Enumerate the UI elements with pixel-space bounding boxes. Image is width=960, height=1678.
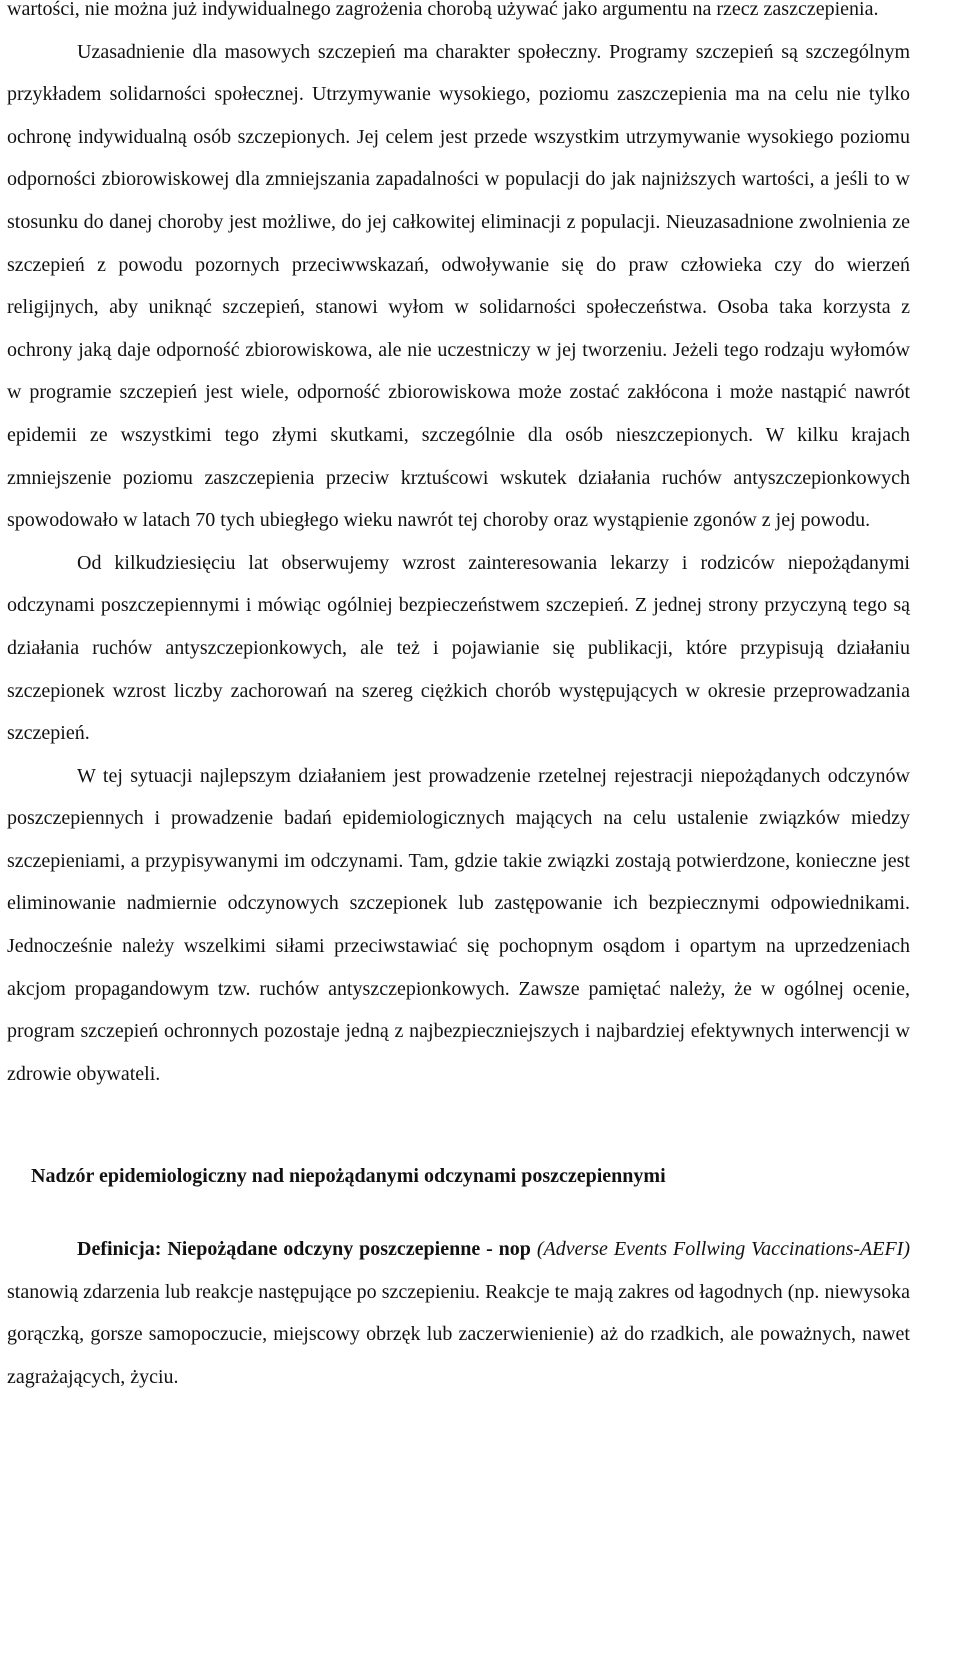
definition-lead: Definicja: Niepożądane odczyny poszczepienne - nop <box>77 1238 531 1261</box>
paragraph-growing-interest: Od kilkudziesięciu lat obserwujemy wzrost zainteresowania lekarzy i rodziców niepożądanymi odczynami poszczepiennymi i mówiąc ogólniej bezpieczeństwem szczepień. Z jednej strony przyczyną tego są działania ruchów antyszczepionkowych, ale też i pojawianie się publikacji, które przypisują działaniu szczepionek wzrost liczby zachorowań na szereg ciężkich chorób występujących w okresie przeprowadzania szczepień. <box>7 551 910 745</box>
paragraph-definition <box>7 1228 910 1398</box>
paragraph-social-justification: Uzasadnienie dla masowych szczepień ma charakter społeczny. Programy szczepień są szczególnym przykładem solidarności społecznej. Utrzymywanie wysokiego, poziomu zaszczepienia ma na celu nie tylko ochronę indywidualną osób szczepionych. Jej celem jest przede wszystkim utrzymywanie wysokiego poziomu odporności zbiorowiskowej dla zmniejszania zapadalności w populacji do jak najniższych wartości, a jeśli to w stosunku do danej choroby jest możliwe, do jej całkowitej eliminacji z populacji. Nieuzasadnione zwolnienia ze szczepień z powodu pozornych przeciwwskazań, odwoływanie się do praw człowieka czy do wierzeń religijnych, aby uniknąć szczepień, stanowi wyłom w solidarności społeczeństwa. Osoba taka korzysta z ochrony jaką daje odporność zbiorowiskowa, ale nie uczestniczy w jej tworzeniu. Jeżeli tego rodzaju wyłomów w programie szczepień jest wiele, odporność zbiorowiskowa może zostać zakłócona i może nastąpić nawrót epidemii ze wszystkimi tego złymi skutkami, szczególnie dla osób nieszczepionych. W kilku krajach zmniejszenie poziomu zaszczepienia przeciw krztuścowi wskutek działania ruchów antyszczepionkowych spowodowało w latach 70 tych ubiegłego wieku nawrót tej choroby oraz wystąpienie zgonów z jej powodu. <box>7 40 910 532</box>
section-heading: Nadzór epidemiologiczny nad niepożądanymi odczynami poszczepiennymi <box>31 1165 666 1188</box>
paragraph-situation: W tej sytuacji najlepszym działaniem jest prowadzenie rzetelnej rejestracji niepożądanych odczynów poszczepiennych i prowadzenie badań epidemiologicznych mających na celu ustalenie związków miedzy szczepieniami, a przypisywanymi im odczynami. Tam, gdzie takie związki zostają potwierdzone, konieczne jest eliminowanie nadmiernie odczynowych szczepionek lub zastępowanie ich bezpiecznymi odpowiednikami. Jednocześnie należy wszelkimi siłami przeciwstawiać się pochopnym osądom i opartym na uprzedzeniach akcjom propagandowym tzw. ruchów antyszczepionkowych. Zawsze pamiętać należy, że w ogólnej ocenie, program szczepień ochronnych pozostaje jedną z najbezpieczniejszych i najbardziej efektywnych interwencji w zdrowie obywateli. <box>7 764 910 1085</box>
definition-term: (Adverse Events Follwing Vaccinations-AEFI) <box>536 1238 911 1261</box>
paragraph-intro: wartości, nie można już indywidualnego zagrożenia chorobą używać jako argumentu na rzecz zaszczepienia. <box>7 0 879 20</box>
definition-text: stanowią zdarzenia lub reakcje następujące po szczepieniu. Reakcje te mają zakres od łagodnych (np. niewysoka gorączką, gorsze samopoczucie, miejscowy obrzęk lub zaczerwienienie) aż do rzadkich, ale poważnych, nawet zagrażających, życiu. <box>7 1280 910 1388</box>
